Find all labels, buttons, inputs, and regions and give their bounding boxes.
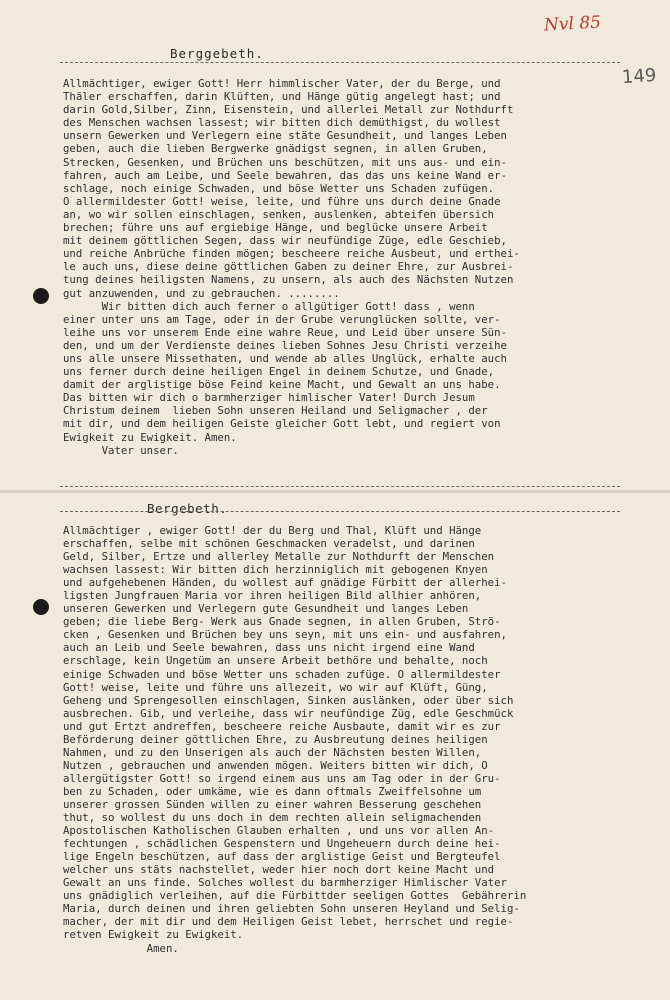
text-line: Wir bitten dich auch ferner o allgütiger Gott! dass , wenn bbox=[63, 299, 475, 313]
divider bbox=[60, 62, 620, 63]
text-line: erschlage, kein Ungetüm an unsere Arbeit bethöre und behalte, noch bbox=[63, 654, 488, 668]
text-line: brechen; führe uns auf ergiebige Hänge, und beglücke unsere Arbeit bbox=[63, 221, 488, 235]
prayer-text bbox=[63, 77, 643, 457]
text-line: fahren, auch am Leibe, und Seele bewahren, das das uns keine Wand er- bbox=[63, 168, 507, 182]
text-line: darin Gold,Silber, Zinn, Eisenstein, und allerlei Metall zur Nothdurft bbox=[63, 103, 514, 117]
text-line: Thäler erschaffen, darin Klüften, und Hänge gütig angelegt hast; und bbox=[63, 90, 501, 104]
text-line: wachsen lassest: Wir bitten dich herzinniglich mit gebogenen Knyen bbox=[63, 563, 488, 577]
text-line: lige Engeln beschützen, auf dass der arglistige Geist und Bergteufel bbox=[63, 850, 501, 864]
text-line: mit deinem göttlichen Segen, dass wir neufündige Züge, edle Geschieb, bbox=[63, 234, 507, 248]
text-line: leihe uns vor unserem Ende eine wahre Reue, und Leid über unsere Sün- bbox=[63, 325, 507, 339]
text-line: fechtungen , schädlichen Gespenstern und Ungeheuern durch deine hei- bbox=[63, 837, 501, 851]
text-line: geben, auch die lieben Bergwerke gnädigst segnen, in allen Gruben, bbox=[63, 142, 488, 156]
text-line: den, und um der Verdienste deines lieben Sohnes Jesu Christi verzeihe bbox=[63, 338, 507, 352]
text-line: Vater unser. bbox=[63, 443, 179, 457]
text-line: uns ferner durch deine heiligen Engel in deinem Schutze, und Gnade, bbox=[63, 365, 495, 379]
text-line: thut, so wollest du uns doch in dem rechten allein seligmachenden bbox=[63, 811, 482, 825]
text-line: an, wo wir sollen einschlagen, senken, auslenken, abteifen übersich bbox=[63, 207, 495, 221]
page-fold bbox=[0, 490, 670, 493]
punch-hole bbox=[33, 599, 49, 615]
text-line: Geld, Silber, Ertze und allerley Metalle zur Nothdurft der Menschen bbox=[63, 550, 495, 564]
text-line: retven Ewigkeit zu Ewigkeit. bbox=[63, 928, 244, 942]
text-line: einige Schwaden und böse Wetter uns schaden zufüge. O allermildester bbox=[63, 667, 501, 681]
divider bbox=[60, 511, 620, 512]
text-line: uns alle unsere Missethaten, und wende ab alles Unglück, erhalte auch bbox=[63, 351, 507, 365]
text-line: Gewalt an uns finde. Solches wollest du barmherziger Himlischer Vater bbox=[63, 876, 507, 890]
divider bbox=[60, 486, 620, 487]
text-line: gut anzuwenden, und zu gebrauchen. ........ bbox=[63, 286, 340, 300]
text-line: uns gnädiglich verleihen, auf die Fürbittder seeligen Gottes Gebährerin bbox=[63, 889, 527, 903]
text-line: welcher uns stäts nachstellet, weder hier noch dort keine Macht und bbox=[63, 863, 495, 877]
text-line: Allmächtiger , ewiger Gott! der du Berg und Thal, Klüft und Hänge bbox=[63, 524, 482, 537]
folio-number: 149 bbox=[621, 64, 658, 89]
text-line: des Menschen wachsen lassest; wir bitten dich demüthigst, du wollest bbox=[63, 116, 501, 130]
text-line: Ewigkeit zu Ewigkeit. Amen. bbox=[63, 430, 237, 444]
text-line: Strecken, Gesenken, und Brüchen uns beschützen, mit uns aus- und ein- bbox=[63, 155, 507, 169]
text-line: mit dir, und dem heiligen Geiste gleicher Gott lebt, und regiert von bbox=[63, 417, 501, 431]
text-line: Nahmen, und zu den Unserigen als auch der Nächsten besten Willen, bbox=[63, 745, 482, 759]
prayer-text bbox=[63, 524, 643, 955]
section-title: Bergebeth. bbox=[147, 501, 228, 516]
archive-mark: Nvl 85 bbox=[543, 12, 602, 36]
text-line: und reiche Anbrüche finden mögen; bescheere reiche Ausbeut, und erthei- bbox=[63, 247, 520, 261]
text-line: Geheng und Sprengesollen einschlagen, Sinken auslänken, oder über sich bbox=[63, 693, 514, 707]
text-line: allergütigster Gott! so irgend einem aus uns am Tag oder in der Gru- bbox=[63, 771, 501, 785]
text-line: Nutzen , gebrauchen und anwenden mögen. Weiters bitten wir dich, O bbox=[63, 758, 488, 772]
text-line: macher, der mit dir und dem Heiligen Geist lebet, herrschet und regie- bbox=[63, 915, 514, 929]
text-line: auch an Leib und Seele bewahren, dass uns nicht irgend eine Wand bbox=[63, 641, 475, 655]
text-line: ben zu Schaden, oder umkäme, wie es dann oftmals Zweiffelsohne um bbox=[63, 784, 482, 798]
text-line: ligsten Jungfrauen Maria vor ihren heiligen Bild allhier anhören, bbox=[63, 589, 482, 603]
text-line: Gott! weise, leite und führe uns allezeit, wo wir auf Klüft, Güng, bbox=[63, 680, 488, 694]
section-title: Berggebeth. bbox=[170, 46, 264, 61]
text-line: einer unter uns am Tage, oder in der Grube verunglücken sollte, ver- bbox=[63, 312, 501, 326]
text-line: schlage, noch einige Schwaden, und böse Wetter uns Schaden zufügen. bbox=[63, 181, 495, 195]
text-line: unsern Gewerken und Verlegern eine stäte Gesundheit, und langes Leben bbox=[63, 129, 507, 143]
punch-hole bbox=[33, 288, 49, 304]
text-line: und aufgehebenen Händen, du wollest auf gnädige Fürbitt der allerhei- bbox=[63, 576, 507, 590]
text-line: unseren Gewerken und Verlegern gute Gesundheit und langes Leben bbox=[63, 602, 469, 616]
text-line: Allmächtiger, ewiger Gott! Herr himmlischer Vater, der du Berge, und bbox=[63, 77, 501, 90]
text-line: le auch uns, diese deine göttlichen Gaben zu deiner Ehre, zur Ausbrei- bbox=[63, 260, 514, 274]
text-line: geben; die liebe Berg- Werk aus Gnade segnen, in allen Gruben, Strö- bbox=[63, 615, 501, 629]
text-line: Christum deinem lieben Sohn unseren Heiland und Seligmacher , der bbox=[63, 404, 488, 418]
text-line: unserer grossen Sünden willen zu einer wahren Besserung geschehen bbox=[63, 797, 482, 811]
text-line: Amen. bbox=[63, 941, 179, 955]
text-line: damit der arglistige böse Feind keine Macht, und Gewalt an uns habe. bbox=[63, 378, 501, 392]
text-line: Beförderung deiner göttlichen Ehre, zu Ausbreutung deines heiligen bbox=[63, 732, 488, 746]
text-line: cken , Gesenken und Brüchen bey uns seyn, mit uns ein- und ausfahren, bbox=[63, 628, 507, 642]
text-line: Das bitten wir dich o barmherziger himlischer Vater! Durch Jesum bbox=[63, 391, 475, 405]
text-line: Apostolischen Katholischen Glauben erhalten , und uns vor allen An- bbox=[63, 824, 495, 838]
text-line: Maria, durch deinen und ihren geliebten Sohn unseren Heyland und Selig- bbox=[63, 902, 520, 916]
text-line: erschaffen, selbe mit schönen Geschmacken veradelst, und darinen bbox=[63, 537, 475, 551]
text-line: tung deines heiligsten Namens, zu unsern, als auch des Nächsten Nutzen bbox=[63, 273, 514, 287]
text-line: ausbrechen. Gib, und verleihe, dass wir neufündige Züg, edle Geschmück bbox=[63, 706, 514, 720]
text-line: O allermildester Gott! weise, leite, und führe uns durch deine Gnade bbox=[63, 194, 501, 208]
text-line: und gut Ertzt andreffen, bescheere reiche Ausbaute, damit wir es zur bbox=[63, 719, 501, 733]
